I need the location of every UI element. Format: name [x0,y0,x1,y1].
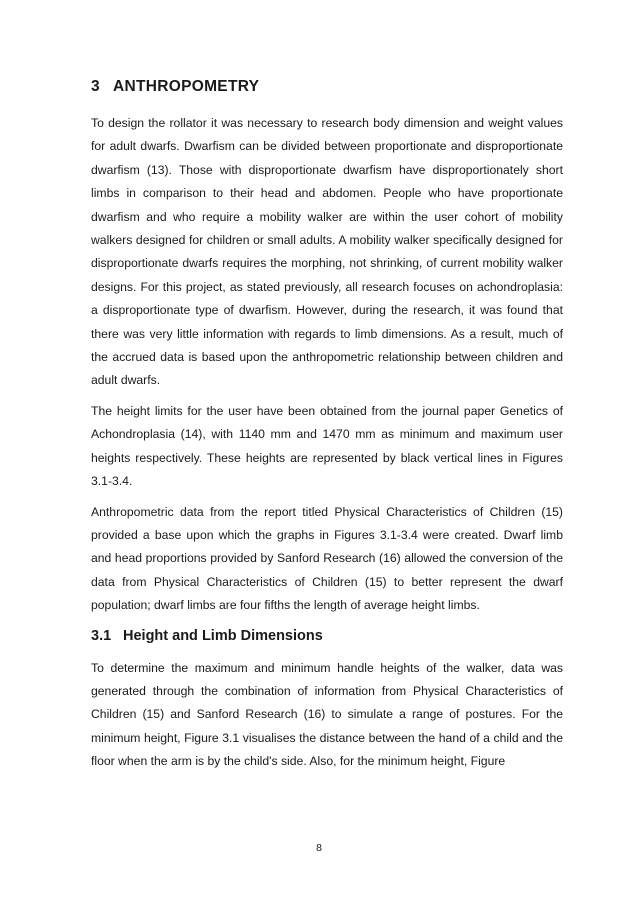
section-title: ANTHROPOMETRY [113,78,260,95]
section-number: 3 [91,78,100,95]
page-number: 8 [316,842,322,854]
subsection-number: 3.1 [91,627,112,644]
section-paragraph-1: To design the rollator it was necessary to research body dimension and weight values for adult dwarfs. Dwarfism can be divided between proportionate and disproportionate dwarfism (13). Those with disproportionate dwarfism have disproportionately short limbs in comparison to their head and abdomen. People who have proportionate dwarfism and who require a mobility walker are within the user cohort of mobility walkers designed for children or small adults. A mobility walker specifically designed for disproportionate dwarfs requires the morphing, not shrinking, of current mobility walker designs. For this project, as stated previously, all research focuses on achondroplasia: a disproportionate type of dwarfism. However, during the research, it was found that there was very little information with regards to limb dimensions. As a result, much of the accrued data is based upon the anthropometric relationship between children and adult dwarfs. [91,116,563,388]
page-content [91,76,563,781]
section-heading [91,76,563,98]
section-paragraph-3: Anthropometric data from the report titled Physical Characteristics of Children (15) provided a base upon which the graphs in Figures 3.1-3.4 were created. Dwarf limb and head proportions provided by Sanford Research (16) allowed the conversion of the data from Physical Characteristics of Children (15) to better represent the dwarf population; dwarf limbs are four fifths the length of average height limbs. [91,504,563,613]
subsection-title: Height and Limb Dimensions [123,627,323,644]
subsection-paragraph-1: To determine the maximum and minimum handle heights of the walker, data was generated through the combination of information from Physical Characteristics of Children (15) and Sanford Research (16) to simulate a range of postures. For the minimum height, Figure 3.1 visualises the distance between the hand of a child and the floor when the arm is by the child's side. Also, for the minimum height, Figure [91,660,563,769]
subsection-heading [91,625,563,647]
section-paragraph-2: The height limits for the user have been obtained from the journal paper Genetics of Achondroplasia (14), with 1140 mm and 1470 mm as minimum and maximum user heights respectively. These heights are represented by black vertical lines in Figures 3.1-3.4. [91,403,563,489]
